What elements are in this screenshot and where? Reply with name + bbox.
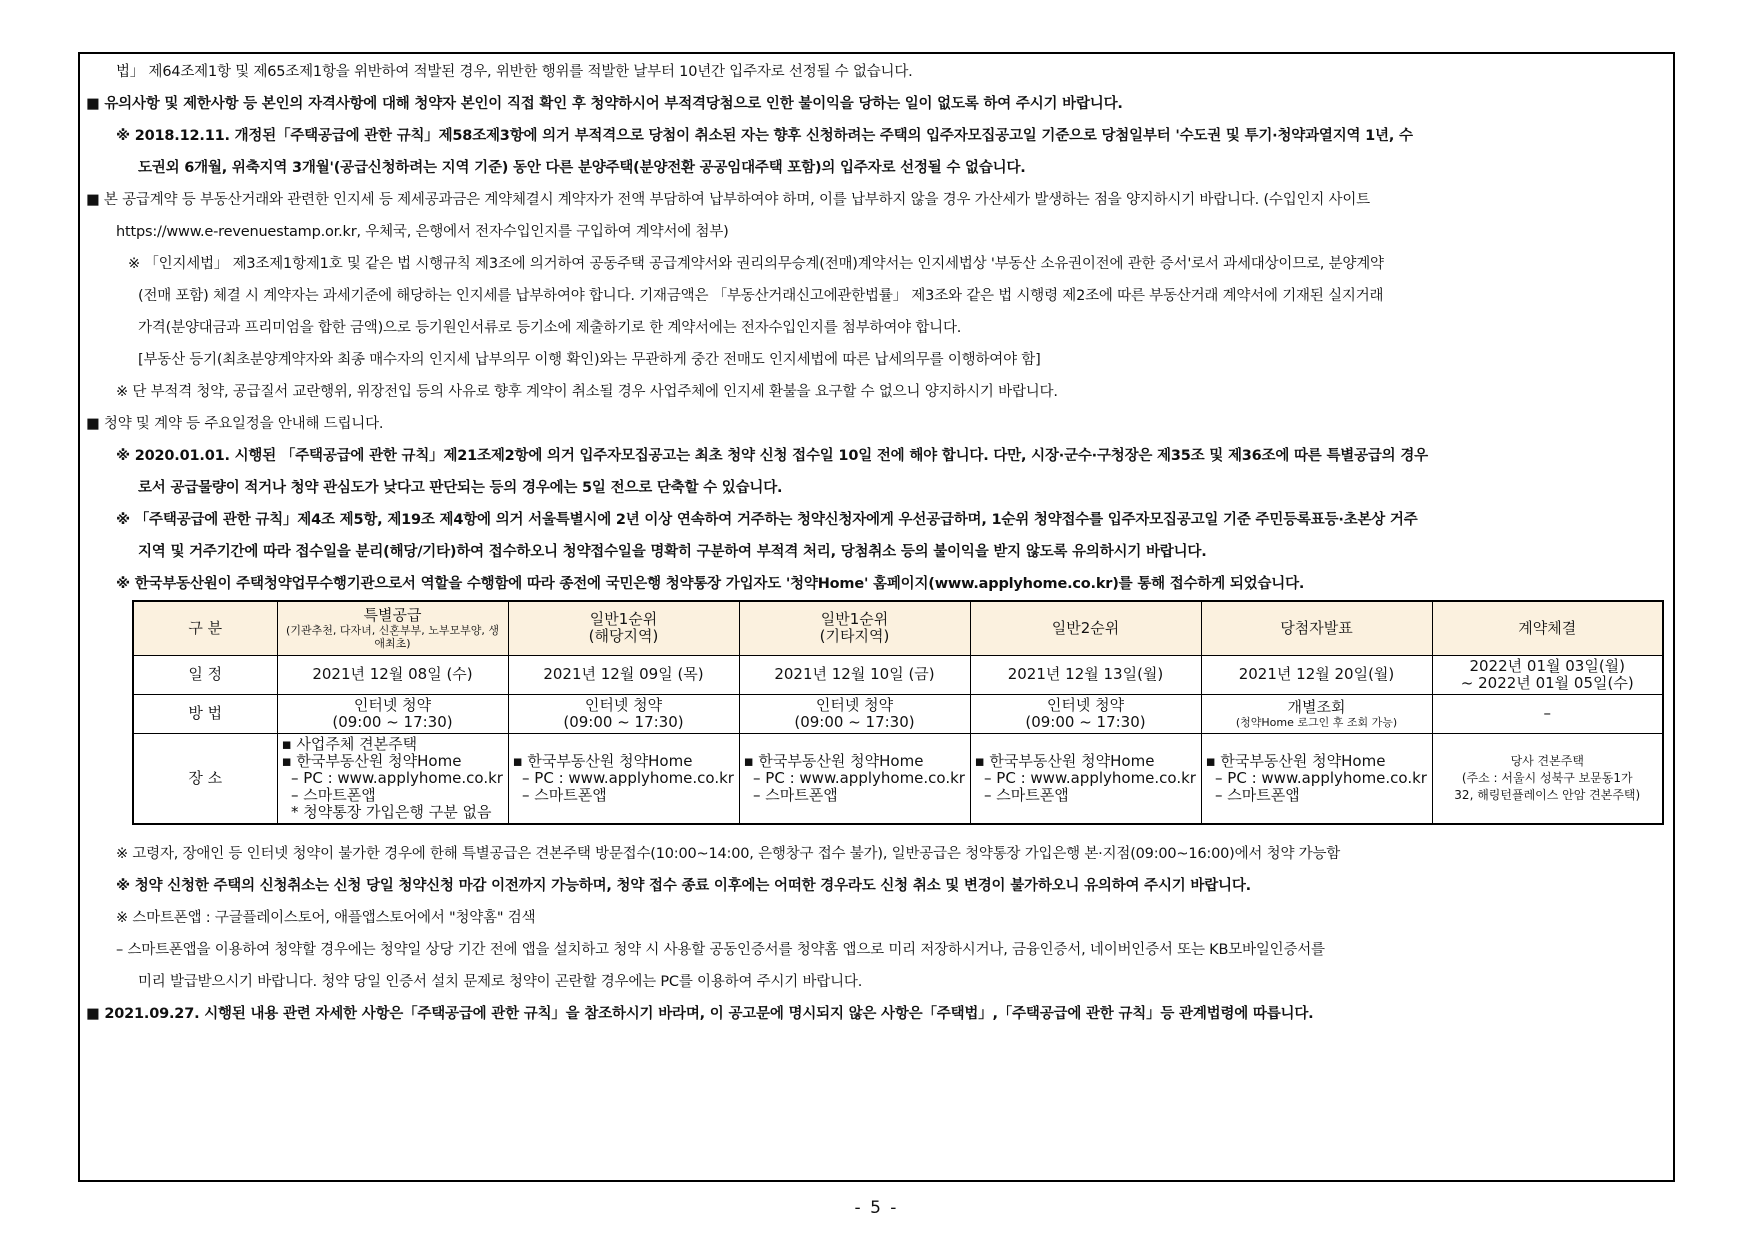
schedule-general1-other: 2021년 12월 10일 (금)	[739, 655, 970, 694]
place-general1-local	[508, 733, 739, 824]
row-label-place: 장 소	[133, 733, 277, 824]
notice-line: ※ 2020.01.01. 시행된 「주택공급에 관한 규칙」제21조제2항에 의거 입주자모집공고는 최초 청약 신청 접수일 10일 전에 해야 합니다. 다만, 시장·군수·구청장은 제35조 및 제36조에 따른 특별공급의 경우	[116, 448, 1428, 464]
table-row-method	[133, 694, 1663, 733]
method-hours: (09:00 ~ 17:30)	[794, 712, 915, 731]
place-general2	[970, 733, 1201, 824]
notice-line: 지역 및 거주기간에 따라 접수일을 분리(해당/기타)하여 접수하오니 청약접수일을 명확히 구분하여 부적격 처리, 당첨취소 등의 불이익을 받지 않도록 유의하시기 바랍니다.	[138, 544, 1207, 560]
place-item: * 청약통장 가입은행 구분 없음	[281, 802, 492, 821]
header-general1-other-sub: (기타지역)	[819, 627, 890, 646]
header-contract: 계약체결	[1432, 601, 1663, 655]
notice-line: [부동산 등기(최초분양계약자와 최종 매수자의 인지세 납부의무 이행 확인)와는 무관하게 중간 전매도 인지세법에 따른 납세의무를 이행하여야 함]	[138, 352, 1041, 368]
schedule-special: 2021년 12월 08일 (수)	[277, 655, 508, 694]
notice-line: ※ 2018.12.11. 개정된「주택공급에 관한 규칙」제58조제3항에 의거 부적격으로 당첨이 취소된 자는 향후 신청하려는 주택의 입주자모집공고일 기준으로 당첨일부터 '수도권 및 투기·청약과열지역 1년, 수	[116, 128, 1413, 144]
schedule-winner: 2021년 12월 20일(월)	[1201, 655, 1432, 694]
header-label: 구 분	[133, 601, 277, 655]
place-item: ▪ 한국부동산원 청약Home	[743, 751, 924, 770]
schedule-contract-start: 2022년 01월 03일(월)	[1469, 656, 1626, 675]
header-winner-announce: 당첨자발표	[1201, 601, 1432, 655]
notice-bottom-section	[86, 838, 1671, 1030]
notice-line: – 스마트폰앱을 이용하여 청약할 경우에는 청약일 상당 기간 전에 앱을 설치하고 청약 시 사용할 공동인증서를 청약홈 앱으로 미리 저장하시거나, 금융인증서, 네이버인증서 또는 KB모바일인증서를	[116, 942, 1325, 958]
schedule-table	[132, 600, 1664, 825]
place-item: – PC : www.applyhome.co.kr	[743, 768, 965, 787]
method-online: 인터넷 청약	[353, 695, 432, 714]
notice-line: (전매 포함) 체결 시 계약자는 과세기준에 해당하는 인지세를 납부하여야 합니다. 기재금액은 「부동산거래신고에관한법률」 제3조와 같은 법 시행령 제2조에 따른 부동산거래 계약서에 기재된 실지거래	[138, 288, 1384, 304]
method-general2	[970, 694, 1201, 733]
method-winner-sub: (청약Home 로그인 후 조회 가능)	[1235, 715, 1398, 729]
notice-line: ※ 스마트폰앱 : 구글플레이스토어, 애플앱스토어에서 "청약홈" 검색	[116, 910, 536, 926]
method-general1-other	[739, 694, 970, 733]
method-online: 인터넷 청약	[584, 695, 663, 714]
notice-line: 법」 제64조제1항 및 제65조제1항을 위반하여 적발된 경우, 위반한 행위를 적발한 날부터 10년간 입주자로 선정될 수 없습니다.	[116, 64, 913, 80]
notice-line: ※ 「주택공급에 관한 규칙」제4조 제5항, 제19조 제4항에 의거 서울특별시에 2년 이상 연속하여 거주하는 청약신청자에게 우선공급하며, 1순위 청약접수를 입주자모집공고일 기준 주민등록표등·초본상 거주	[116, 512, 1418, 528]
method-winner	[1201, 694, 1432, 733]
place-special	[277, 733, 508, 824]
place-item: – PC : www.applyhome.co.kr	[1205, 768, 1427, 787]
method-online: 인터넷 청약	[1046, 695, 1125, 714]
notice-line: ※ 한국부동산원이 주택청약업무수행기관으로서 역할을 수행함에 따라 종전에 국민은행 청약통장 가입자도 '청약Home' 홈페이지(www.applyhome.co.kr)를 통해 접수하게 되었습니다.	[116, 576, 1305, 592]
notice-line: ■ 2021.09.27. 시행된 내용 관련 자세한 사항은「주택공급에 관한 규칙」을 참조하시기 바라며, 이 공고문에 명시되지 않은 사항은「주택법」,「주택공급에 관한 규칙」등 관계법령에 따릅니다.	[86, 1006, 1314, 1022]
method-online: 인터넷 청약	[815, 695, 894, 714]
header-special-title: 특별공급	[363, 605, 422, 624]
method-hours: (09:00 ~ 17:30)	[563, 712, 684, 731]
place-item: ▪ 한국부동산원 청약Home	[281, 751, 462, 770]
method-hours: (09:00 ~ 17:30)	[332, 712, 453, 731]
place-item: – PC : www.applyhome.co.kr	[512, 768, 734, 787]
notice-line: ※ 「인지세법」 제3조제1항제1호 및 같은 법 시행규칙 제3조에 의거하여 공동주택 공급계약서와 권리의무승계(전매)계약서는 인지세법상 '부동산 소유권이전에 관한 증서'로서 과세대상이므로, 분양계약	[128, 256, 1384, 272]
header-general1-local-sub: (해당지역)	[588, 627, 659, 646]
schedule-general1-local: 2021년 12월 09일 (목)	[508, 655, 739, 694]
header-special-sub: (기관추천, 다자녀, 신혼부부, 노부모부양, 생애최초)	[286, 623, 499, 650]
notice-line: ※ 단 부적격 청약, 공급질서 교란행위, 위장전입 등의 사유로 향후 계약이 취소될 경우 사업주체에 인지세 환불을 요구할 수 없으니 양지하시기 바랍니다.	[116, 384, 1058, 400]
method-hours: (09:00 ~ 17:30)	[1025, 712, 1146, 731]
place-item: – 스마트폰앱	[281, 785, 376, 804]
table-row-schedule	[133, 655, 1663, 694]
notice-line: 로서 공급물량이 적거나 청약 관심도가 낮다고 판단되는 등의 경우에는 5일 전으로 단축할 수 있습니다.	[138, 480, 783, 496]
place-item: – PC : www.applyhome.co.kr	[281, 768, 503, 787]
schedule-general2: 2021년 12월 13일(월)	[970, 655, 1201, 694]
schedule-contract-end: ~ 2022년 01월 05일(수)	[1460, 673, 1634, 692]
method-winner-title: 개별조회	[1287, 697, 1346, 716]
header-special-supply	[277, 601, 508, 655]
notice-line: ■ 청약 및 계약 등 주요일정을 안내해 드립니다.	[86, 416, 384, 432]
place-contract	[1432, 733, 1663, 824]
page-number: - 5 -	[854, 1198, 899, 1218]
header-general2: 일반2순위	[970, 601, 1201, 655]
notice-line: 가격(분양대금과 프리미엄을 합한 금액)으로 등기원인서류로 등기소에 제출하기로 한 계약서에는 전자수입인지를 첨부하여야 합니다.	[138, 320, 962, 336]
table-header-row	[133, 601, 1663, 655]
method-contract: –	[1432, 694, 1663, 733]
place-item: – 스마트폰앱	[512, 785, 607, 804]
header-general1-local	[508, 601, 739, 655]
notice-top-section	[86, 56, 1671, 600]
method-special	[277, 694, 508, 733]
table-row-place	[133, 733, 1663, 824]
notice-line: ※ 청약 신청한 주택의 신청취소는 신청 당일 청약신청 마감 이전까지 가능하며, 청약 접수 종료 이후에는 어떠한 경우라도 신청 취소 및 변경이 불가하오니 유의하여 주시기 바랍니다.	[116, 878, 1251, 894]
row-label-method: 방 법	[133, 694, 277, 733]
place-contract-line3: 32, 해링턴플레이스 안암 견본주택)	[1454, 787, 1641, 802]
place-contract-line1: 당사 견본주택	[1510, 753, 1584, 768]
place-winner	[1201, 733, 1432, 824]
place-item: – 스마트폰앱	[743, 785, 838, 804]
method-general1-local	[508, 694, 739, 733]
place-item: ▪ 한국부동산원 청약Home	[974, 751, 1155, 770]
schedule-contract	[1432, 655, 1663, 694]
header-general1-other-title: 일반1순위	[820, 610, 889, 629]
place-contract-line2: (주소 : 서울시 성북구 보문동1가	[1461, 770, 1633, 785]
row-label-schedule: 일 정	[133, 655, 277, 694]
place-item: ▪ 한국부동산원 청약Home	[1205, 751, 1386, 770]
notice-line: 미리 발급받으시기 바랍니다. 청약 당일 인증서 설치 문제로 청약이 곤란할 경우에는 PC를 이용하여 주시기 바랍니다.	[138, 974, 863, 990]
header-general1-other	[739, 601, 970, 655]
place-item: – 스마트폰앱	[1205, 785, 1300, 804]
place-item: – PC : www.applyhome.co.kr	[974, 768, 1196, 787]
place-item: – 스마트폰앱	[974, 785, 1069, 804]
notice-line: https://www.e-revenuestamp.or.kr, 우체국, 은행에서 전자수입인지를 구입하여 계약서에 첨부)	[116, 224, 729, 240]
notice-line: ■ 유의사항 및 제한사항 등 본인의 자격사항에 대해 청약자 본인이 직접 확인 후 청약하시어 부적격당첨으로 인한 불이익을 당하는 일이 없도록 하여 주시기 바랍니다.	[86, 96, 1123, 112]
notice-line: ※ 고령자, 장애인 등 인터넷 청약이 불가한 경우에 한해 특별공급은 견본주택 방문접수(10:00~14:00, 은행창구 접수 불가), 일반공급은 청약통장 가입은행 본·지점(09:00~16:00)에서 청약 가능함	[116, 846, 1341, 862]
header-general1-local-title: 일반1순위	[589, 610, 658, 629]
place-general1-other	[739, 733, 970, 824]
place-item: ▪ 한국부동산원 청약Home	[512, 751, 693, 770]
notice-line: ■ 본 공급계약 등 부동산거래와 관련한 인지세 등 제세공과금은 계약체결시 계약자가 전액 부담하여 납부하여야 하며, 이를 납부하지 않을 경우 가산세가 발생하는 점을 양지하시기 바랍니다. (수입인지 사이트	[86, 192, 1370, 208]
notice-line: 도권외 6개월, 위축지역 3개월'(공급신청하려는 지역 기준) 동안 다른 분양주택(분양전환 공공임대주택 포함)의 입주자로 선정될 수 없습니다.	[138, 160, 1026, 176]
place-item: ▪ 사업주체 견본주택	[281, 734, 418, 753]
